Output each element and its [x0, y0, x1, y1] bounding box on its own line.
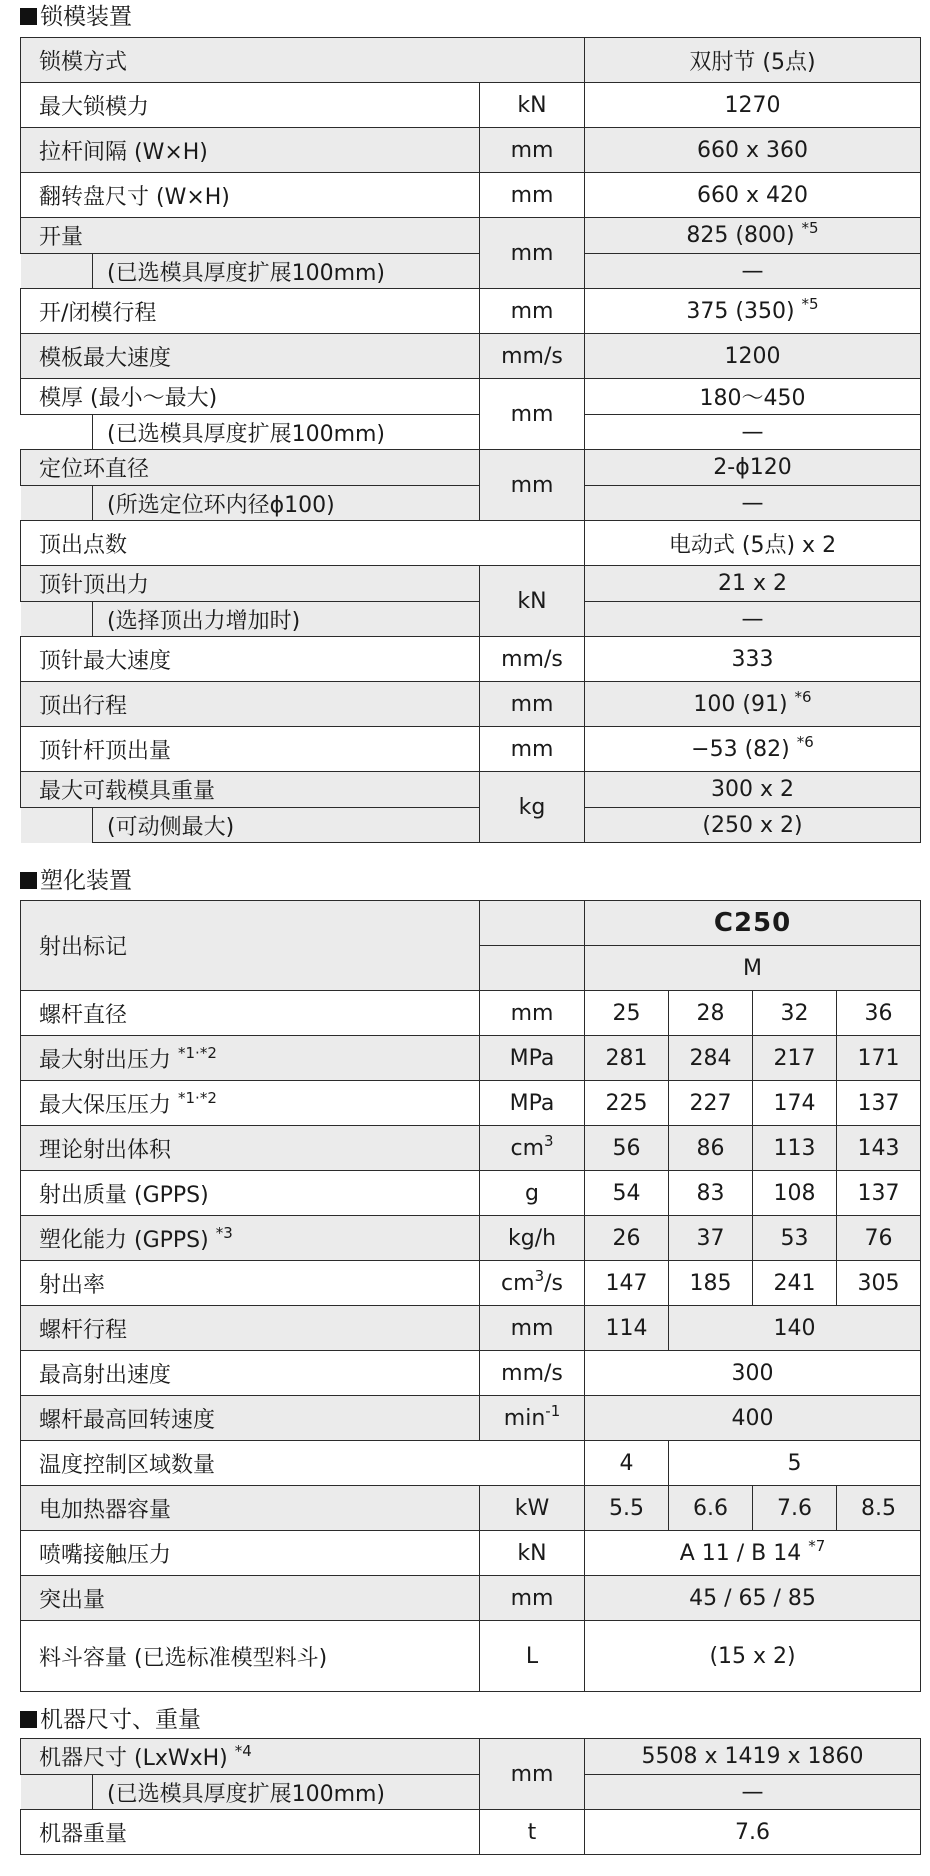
- injection-table: [20, 900, 921, 1692]
- table-row: 温度控制区域数量 4 5: [21, 1441, 921, 1486]
- table-row: 射出质量 (GPPS) g 54 83 108 137: [21, 1171, 921, 1216]
- table-row: 螺杆行程 mm 114 140: [21, 1306, 921, 1351]
- table-row: M: [21, 946, 921, 991]
- table-row: 开/闭模行程 mm 375 (350) $^{*5}$: [21, 289, 921, 334]
- table-row: 最高射出速度 mm/s 300: [21, 1351, 921, 1396]
- table-row: (已选模具厚度扩展100mm) —: [21, 254, 921, 289]
- table-row: 料斗容量 (已选标准模型料斗) L (15 x 2): [21, 1621, 921, 1692]
- table-row: 模板最大速度 mm/s 1200: [21, 334, 921, 379]
- table-row: (选择顶出力增加时) —: [21, 602, 921, 637]
- clamp-table: [20, 37, 921, 843]
- table-row: 螺杆直径 mm 25 28 32 36: [21, 991, 921, 1036]
- square-bullet-icon: [20, 1711, 37, 1728]
- table-row: 射出标记 C250: [21, 901, 921, 946]
- table-row: 顶针杆顶出量 mm −53 (82) $^{*6}$: [21, 727, 921, 772]
- table-row: (已选模具厚度扩展100mm) —: [21, 415, 921, 450]
- table-row: 塑化能力 (GPPS) $^{*3}$ kg/h 26 37 53 76: [21, 1216, 921, 1261]
- table-row: 定位环直径 mm 2-ϕ120: [21, 450, 921, 486]
- square-bullet-icon: [20, 872, 37, 889]
- table-row: 理论射出体积 $cm^3$ 56 86 113 143: [21, 1126, 921, 1171]
- clamp-section-title: 锁模装置: [20, 2, 132, 32]
- square-bullet-icon: [20, 8, 37, 25]
- table-row: 翻转盘尺寸 (W×H) mm 660 x 420: [21, 173, 921, 218]
- table-row: 开量 mm 825 (800) $^{*5}$: [21, 218, 921, 254]
- table-row: 最大可载模具重量 kg 300 x 2: [21, 772, 921, 808]
- table-row: 突出量 mm 45 / 65 / 85: [21, 1576, 921, 1621]
- table-row: 螺杆最高回转速度 $\min^{-1}$ 400: [21, 1396, 921, 1441]
- table-row: 喷嘴接触压力 kN A 11 / B 14 $^{*7}$: [21, 1531, 921, 1576]
- machine-section-title: 机器尺寸、重量: [20, 1705, 201, 1735]
- table-row: 顶出行程 mm 100 (91) $^{*6}$: [21, 682, 921, 727]
- table-row: 拉杆间隔 (W×H) mm 660 x 360: [21, 128, 921, 173]
- table-row: 机器尺寸 (LxWxH) $^{*4}$ mm 5508 x 1419 x 1860: [21, 1739, 921, 1775]
- injection-section-title: 塑化装置: [20, 866, 132, 896]
- table-row: (可动侧最大) (250 x 2): [21, 808, 921, 843]
- table-row: 最大保压压力 $^{*1\cdot*2}$ MPa 225 227 174 137: [21, 1081, 921, 1126]
- table-row: 顶针顶出力 kN 21 x 2: [21, 566, 921, 602]
- machine-table: [20, 1738, 921, 1855]
- table-row: 锁模方式 双肘节 (5点): [21, 38, 921, 83]
- model-logo: C250: [585, 901, 921, 946]
- table-row: 机器重量 t 7.6: [21, 1810, 921, 1855]
- table-row: 最大射出压力 $^{*1\cdot*2}$ MPa 281 284 217 171: [21, 1036, 921, 1081]
- table-row: 射出率 $cm^3/s$ 147 185 241 305: [21, 1261, 921, 1306]
- table-row: (所选定位环内径ϕ100) —: [21, 486, 921, 521]
- table-row: 顶出点数 电动式 (5点) x 2: [21, 521, 921, 566]
- table-row: 电加热器容量 kW 5.5 6.6 7.6 8.5: [21, 1486, 921, 1531]
- table-row: 模厚 (最小～最大) mm 180～450: [21, 379, 921, 415]
- table-row: 最大锁模力 kN 1270: [21, 83, 921, 128]
- table-row: (已选模具厚度扩展100mm) —: [21, 1775, 921, 1810]
- table-row: 顶针最大速度 mm/s 333: [21, 637, 921, 682]
